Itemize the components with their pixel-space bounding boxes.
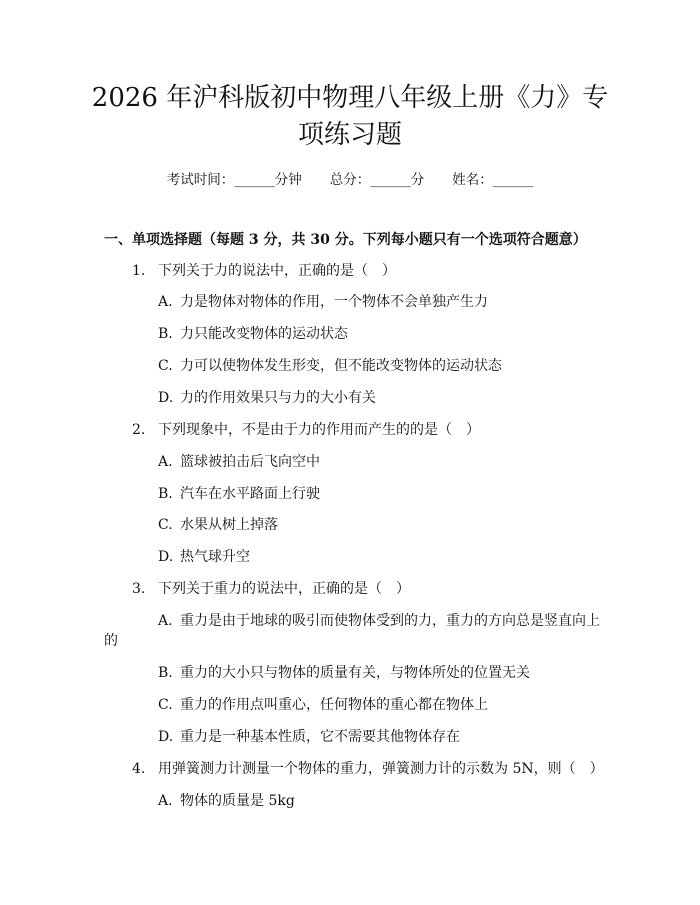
exam-meta <box>0 168 700 188</box>
question-1-option-b <box>158 325 348 343</box>
question-4 <box>132 760 604 778</box>
page-title-line1: 2026 年沪科版初中物理八年级上册《力》专 <box>91 83 609 113</box>
option-text: 物体的质量是 5kg <box>180 793 295 809</box>
question-3 <box>132 580 410 598</box>
option-text: 热气球升空 <box>180 549 250 565</box>
option-letter: C. <box>158 358 173 374</box>
question-2-option-a <box>158 453 320 471</box>
student-name-field: 姓名：______ <box>452 172 534 188</box>
question-text: 用弹簧测力计测量一个物体的重力，弹簧测力计的示数为 5N，则（ ） <box>158 761 604 777</box>
question-1-option-c <box>158 357 502 375</box>
question-4-option-a <box>158 792 295 810</box>
question-2-option-c <box>158 516 278 534</box>
question-3-option-b <box>158 664 530 682</box>
option-text: 篮球被拍击后飞向空中 <box>180 454 320 470</box>
total-score-field: 总分：______分 <box>329 172 425 188</box>
option-letter: B. <box>158 665 173 681</box>
question-text: 下列关于重力的说法中，正确的是（ ） <box>158 581 410 597</box>
option-text: 汽车在水平路面上行驶 <box>180 486 320 502</box>
question-2-option-d <box>158 548 250 566</box>
option-text: 力只能改变物体的运动状态 <box>180 326 348 342</box>
question-text: 下列关于力的说法中，正确的是（ ） <box>158 263 396 279</box>
question-3-option-a-continuation: 的 <box>104 633 118 649</box>
option-text: 重力的大小只与物体的质量有关，与物体所处的位置无关 <box>180 665 530 681</box>
question-3-option-a <box>158 612 600 630</box>
question-3-option-c <box>158 696 488 714</box>
question-1-option-d <box>158 389 376 407</box>
question-1 <box>132 262 396 280</box>
option-letter: A. <box>158 613 173 629</box>
option-letter: C. <box>158 697 173 713</box>
question-number: 1. <box>132 263 146 279</box>
option-letter: A. <box>158 454 173 470</box>
exam-time-field: 考试时间：______分钟 <box>166 172 302 188</box>
question-2-option-b <box>158 485 320 503</box>
option-letter: B. <box>158 326 173 342</box>
question-2 <box>132 421 480 439</box>
option-letter: D. <box>158 390 174 406</box>
option-text: 力是物体对物体的作用，一个物体不会单独产生力 <box>180 294 488 310</box>
question-text: 下列现象中，不是由于力的作用而产生的的是（ ） <box>158 422 480 438</box>
option-letter: B. <box>158 486 173 502</box>
option-text: 重力的作用点叫重心，任何物体的重心都在物体上 <box>180 697 488 713</box>
option-letter: C. <box>158 517 173 533</box>
question-1-option-a <box>158 293 488 311</box>
option-text: 重力是一种基本性质，它不需要其他物体存在 <box>180 729 460 745</box>
page-title-line2: 项练习题 <box>297 120 402 150</box>
question-number: 4. <box>132 761 146 777</box>
option-letter: A. <box>158 793 173 809</box>
option-letter: D. <box>158 729 174 745</box>
option-letter: D. <box>158 549 174 565</box>
section-header-single-choice: 一、单项选择题（每题 3 分，共 30 分。下列每小题只有一个选项符合题意） <box>104 232 587 248</box>
question-3-option-d <box>158 728 460 746</box>
question-number: 2. <box>132 422 146 438</box>
option-text: 水果从树上掉落 <box>180 517 278 533</box>
option-text: 力可以使物体发生形变，但不能改变物体的运动状态 <box>180 358 502 374</box>
option-text: 力的作用效果只与力的大小有关 <box>180 390 376 406</box>
option-text: 重力是由于地球的吸引而使物体受到的力，重力的方向总是竖直向上 <box>180 613 600 629</box>
question-number: 3. <box>132 581 146 597</box>
option-letter: A. <box>158 294 173 310</box>
